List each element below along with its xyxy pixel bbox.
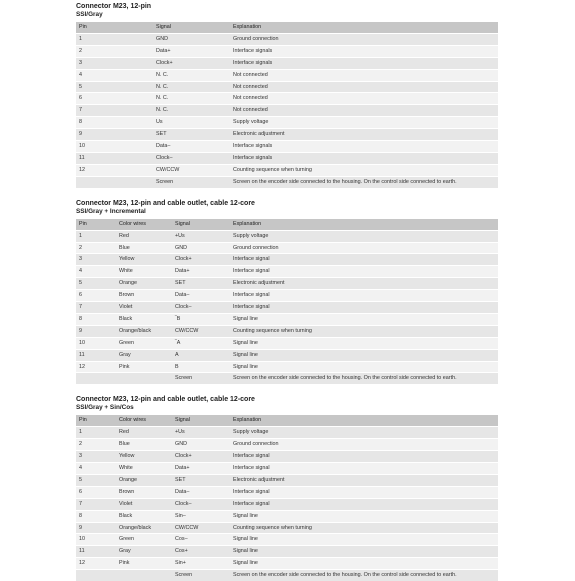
signal-cell: Screen <box>172 570 230 581</box>
explanation-cell: Signal line <box>230 546 498 558</box>
pin-table <box>76 22 498 188</box>
table-row <box>76 325 498 337</box>
header-explanation: Explanation <box>230 22 498 33</box>
explanation-cell: Screen on the encoder side connected to the housing. On the control side connected to earth. <box>230 570 498 581</box>
table-row <box>76 33 498 45</box>
explanation-cell: Counting sequence when turning <box>230 164 498 176</box>
pin-cell <box>76 176 153 187</box>
signal-cell: GND <box>172 439 230 451</box>
table-row <box>76 278 498 290</box>
color-wire-cell: White <box>116 266 172 278</box>
section-ssi-gray-incremental <box>76 200 498 385</box>
pin-cell: 7 <box>76 498 116 510</box>
explanation-cell: Supply voltage <box>230 230 498 242</box>
table-row <box>76 93 498 105</box>
table-row <box>76 242 498 254</box>
pin-cell: 7 <box>76 105 153 117</box>
explanation-cell: Signal line <box>230 337 498 349</box>
signal-cell: CW/CCW <box>172 325 230 337</box>
table-row <box>76 510 498 522</box>
explanation-cell: Counting sequence when turning <box>230 522 498 534</box>
signal-cell: Data– <box>153 141 230 153</box>
signal-cell: Clock+ <box>153 57 230 69</box>
table-row <box>76 474 498 486</box>
signal-cell: GND <box>153 33 230 45</box>
pin-cell: 4 <box>76 266 116 278</box>
table-header-row <box>76 22 498 33</box>
color-wire-cell: Orange/black <box>116 522 172 534</box>
signal-cell: ‾B <box>172 313 230 325</box>
explanation-cell: Supply voltage <box>230 117 498 129</box>
table-header-row <box>76 219 498 230</box>
color-wire-cell <box>116 570 172 581</box>
explanation-cell: Interface signals <box>230 45 498 57</box>
color-wire-cell: Pink <box>116 558 172 570</box>
pin-cell: 6 <box>76 93 153 105</box>
explanation-cell: Interface signal <box>230 254 498 266</box>
header-pin: Pin <box>76 22 153 33</box>
pin-cell: 11 <box>76 152 153 164</box>
signal-cell: N. C. <box>153 81 230 93</box>
pin-cell: 8 <box>76 510 116 522</box>
pin-cell: 8 <box>76 117 153 129</box>
header-pin: Pin <box>76 415 116 426</box>
table-row <box>76 57 498 69</box>
color-wire-cell: Pink <box>116 361 172 373</box>
pin-cell: 10 <box>76 534 116 546</box>
table-row <box>76 266 498 278</box>
header-signal: Signal <box>172 219 230 230</box>
explanation-cell: Interface signals <box>230 141 498 153</box>
signal-cell: ‾A <box>172 337 230 349</box>
explanation-cell: Not connected <box>230 93 498 105</box>
signal-cell: Screen <box>153 176 230 187</box>
signal-cell: Cos– <box>172 534 230 546</box>
signal-cell: GND <box>172 242 230 254</box>
pin-cell: 5 <box>76 81 153 93</box>
pin-cell <box>76 373 116 384</box>
color-wire-cell: Red <box>116 427 172 439</box>
section-title: Connector M23, 12-pin and cable outlet, cable 12-core <box>76 396 255 404</box>
table-row <box>76 117 498 129</box>
pin-cell: 9 <box>76 129 153 141</box>
signal-cell: Data– <box>172 290 230 302</box>
pin-cell: 4 <box>76 463 116 475</box>
pin-cell: 4 <box>76 69 153 81</box>
table-row <box>76 373 498 384</box>
explanation-cell: Counting sequence when turning <box>230 325 498 337</box>
signal-cell: Data+ <box>153 45 230 57</box>
explanation-cell: Screen on the encoder side connected to the housing. On the control side connected to earth. <box>230 176 498 187</box>
explanation-cell: Not connected <box>230 105 498 117</box>
signal-cell: Clock– <box>153 152 230 164</box>
explanation-cell: Interface signal <box>230 486 498 498</box>
color-wire-cell: Gray <box>116 349 172 361</box>
signal-cell: Cos+ <box>172 546 230 558</box>
section-ssi-gray-sin-cos <box>76 396 498 581</box>
header-signal: Signal <box>153 22 230 33</box>
table-row <box>76 349 498 361</box>
explanation-cell: Not connected <box>230 69 498 81</box>
header-color-wires: Color wires <box>116 219 172 230</box>
table-row <box>76 361 498 373</box>
color-wire-cell: Black <box>116 510 172 522</box>
section-ssi-gray <box>76 0 498 188</box>
color-wire-cell <box>116 373 172 384</box>
signal-cell: Us <box>153 117 230 129</box>
signal-cell: Sin+ <box>172 558 230 570</box>
header-signal: Signal <box>172 415 230 426</box>
signal-cell: Clock– <box>172 498 230 510</box>
explanation-cell: Signal line <box>230 361 498 373</box>
pin-cell: 12 <box>76 361 116 373</box>
signal-cell: Clock– <box>172 302 230 314</box>
pin-cell: 6 <box>76 290 116 302</box>
pin-cell: 10 <box>76 141 153 153</box>
explanation-cell: Interface signal <box>230 290 498 302</box>
color-wire-cell: Yellow <box>116 254 172 266</box>
table-row <box>76 522 498 534</box>
explanation-cell: Interface signal <box>230 498 498 510</box>
pin-cell: 1 <box>76 230 116 242</box>
color-wire-cell: Gray <box>116 546 172 558</box>
explanation-cell: Not connected <box>230 81 498 93</box>
explanation-cell: Interface signal <box>230 451 498 463</box>
pin-cell: 1 <box>76 427 116 439</box>
table-row <box>76 486 498 498</box>
table-row <box>76 152 498 164</box>
explanation-cell: Ground connection <box>230 242 498 254</box>
signal-cell: N. C. <box>153 69 230 81</box>
pin-table <box>76 219 498 385</box>
table-row <box>76 546 498 558</box>
color-wire-cell: Black <box>116 313 172 325</box>
table-row <box>76 451 498 463</box>
pin-cell: 8 <box>76 313 116 325</box>
pin-cell: 2 <box>76 242 116 254</box>
explanation-cell: Signal line <box>230 349 498 361</box>
pin-cell <box>76 570 116 581</box>
pin-cell: 1 <box>76 33 153 45</box>
table-row <box>76 570 498 581</box>
color-wire-cell: Red <box>116 230 172 242</box>
section-title: Connector M23, 12-pin <box>76 3 152 10</box>
pin-cell: 9 <box>76 325 116 337</box>
color-wire-cell: Blue <box>116 242 172 254</box>
table-row <box>76 313 498 325</box>
color-wire-cell: Green <box>116 337 172 349</box>
table-header-row <box>76 415 498 426</box>
header-color-wires: Color wires <box>116 415 172 426</box>
table-row <box>76 69 498 81</box>
header-pin: Pin <box>76 219 116 230</box>
explanation-cell: Interface signal <box>230 463 498 475</box>
section-title: Connector M23, 12-pin and cable outlet, cable 12-core <box>76 199 255 207</box>
signal-cell: Sin– <box>172 510 230 522</box>
explanation-cell: Ground connection <box>230 33 498 45</box>
explanation-cell: Signal line <box>230 510 498 522</box>
color-wire-cell: White <box>116 463 172 475</box>
color-wire-cell: Brown <box>116 290 172 302</box>
explanation-cell: Interface signals <box>230 152 498 164</box>
signal-cell: SET <box>153 129 230 141</box>
explanation-cell: Supply voltage <box>230 427 498 439</box>
pin-cell: 5 <box>76 278 116 290</box>
pin-table <box>76 415 498 581</box>
signal-cell: N. C. <box>153 105 230 117</box>
color-wire-cell: Violet <box>116 302 172 314</box>
signal-cell: CW/CCW <box>172 522 230 534</box>
explanation-cell: Interface signal <box>230 266 498 278</box>
table-row <box>76 45 498 57</box>
table-row <box>76 105 498 117</box>
document-page <box>76 0 498 581</box>
signal-cell: Clock+ <box>172 254 230 266</box>
table-row <box>76 337 498 349</box>
color-wire-cell: Green <box>116 534 172 546</box>
table-row <box>76 427 498 439</box>
pin-cell: 11 <box>76 546 116 558</box>
color-wire-cell: Blue <box>116 439 172 451</box>
pin-cell: 11 <box>76 349 116 361</box>
table-row <box>76 290 498 302</box>
table-row <box>76 81 498 93</box>
signal-cell: B <box>172 361 230 373</box>
signal-cell: CW/CCW <box>153 164 230 176</box>
signal-cell: Data+ <box>172 266 230 278</box>
pin-cell: 12 <box>76 164 153 176</box>
color-wire-cell: Violet <box>116 498 172 510</box>
pin-cell: 5 <box>76 474 116 486</box>
table-row <box>76 558 498 570</box>
explanation-cell: Signal line <box>230 313 498 325</box>
signal-cell: +Us <box>172 427 230 439</box>
color-wire-cell: Yellow <box>116 451 172 463</box>
pin-cell: 12 <box>76 558 116 570</box>
table-row <box>76 463 498 475</box>
color-wire-cell: Orange <box>116 278 172 290</box>
pin-cell: 2 <box>76 45 153 57</box>
explanation-cell: Interface signal <box>230 302 498 314</box>
pin-cell: 2 <box>76 439 116 451</box>
explanation-cell: Electronic adjustment <box>230 474 498 486</box>
table-row <box>76 164 498 176</box>
explanation-cell: Screen on the encoder side connected to the housing. On the control side connected to earth. <box>230 373 498 384</box>
signal-cell: SET <box>172 474 230 486</box>
section-subtitle: SSI/Gray + Incremental <box>76 207 146 215</box>
color-wire-cell: Orange/black <box>116 325 172 337</box>
section-subtitle: SSI/Gray <box>76 11 103 18</box>
pin-cell: 3 <box>76 451 116 463</box>
explanation-cell: Signal line <box>230 534 498 546</box>
explanation-cell: Signal line <box>230 558 498 570</box>
table-row <box>76 176 498 187</box>
table-row <box>76 498 498 510</box>
pin-cell: 9 <box>76 522 116 534</box>
explanation-cell: Electronic adjustment <box>230 129 498 141</box>
signal-cell: SET <box>172 278 230 290</box>
signal-cell: A <box>172 349 230 361</box>
table-row <box>76 254 498 266</box>
table-row <box>76 302 498 314</box>
signal-cell: Data+ <box>172 463 230 475</box>
pin-cell: 10 <box>76 337 116 349</box>
pin-cell: 3 <box>76 254 116 266</box>
signal-cell: Screen <box>172 373 230 384</box>
table-row <box>76 141 498 153</box>
signal-cell: Clock+ <box>172 451 230 463</box>
signal-cell: +Us <box>172 230 230 242</box>
color-wire-cell: Orange <box>116 474 172 486</box>
explanation-cell: Interface signals <box>230 57 498 69</box>
pin-cell: 6 <box>76 486 116 498</box>
table-row <box>76 230 498 242</box>
color-wire-cell: Brown <box>116 486 172 498</box>
signal-cell: Data– <box>172 486 230 498</box>
explanation-cell: Electronic adjustment <box>230 278 498 290</box>
table-row <box>76 534 498 546</box>
pin-cell: 3 <box>76 57 153 69</box>
table-row <box>76 129 498 141</box>
section-subtitle: SSI/Gray + Sin/Cos <box>76 404 134 412</box>
table-row <box>76 439 498 451</box>
pin-cell: 7 <box>76 302 116 314</box>
header-explanation: Explanation <box>230 219 498 230</box>
explanation-cell: Ground connection <box>230 439 498 451</box>
signal-cell: N. C. <box>153 93 230 105</box>
header-explanation: Explanation <box>230 415 498 426</box>
